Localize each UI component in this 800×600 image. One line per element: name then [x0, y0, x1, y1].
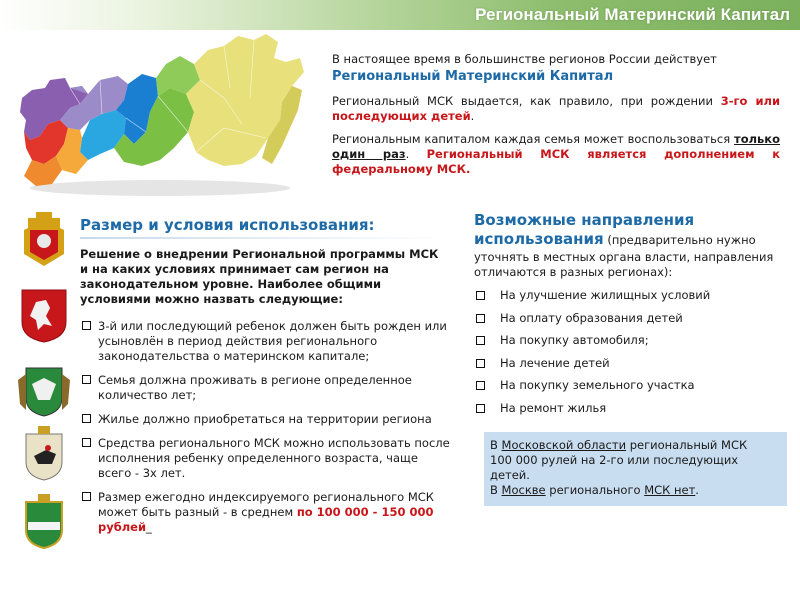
checkbox-icon [82, 438, 91, 447]
directions-heading-line2: использования (предварительно нужно [474, 230, 756, 248]
header-banner [0, 0, 800, 30]
russia-regions-map-icon [10, 28, 310, 200]
checkbox-icon [476, 404, 485, 413]
conditions-section [80, 218, 450, 544]
directions-note: (предварительно нужно [603, 233, 756, 247]
directions-heading: Возможные направления [474, 211, 695, 229]
checkbox-icon [476, 291, 485, 300]
checkbox-icon [476, 381, 485, 390]
checkbox-icon [476, 314, 485, 323]
condition-item: Жилье должно приобретаться на территории региона [80, 412, 450, 427]
infobox-line-oblast: В Московской области региональный МСК [490, 438, 748, 452]
directions-section [474, 211, 790, 423]
conditions-heading: Размер и условия использования: [80, 216, 375, 234]
condition-item: Семья должна проживать в регионе определенное количество лет; [80, 373, 450, 403]
direction-item: На оплату образования детей [474, 311, 790, 334]
intro-block [332, 52, 780, 185]
conditions-intro: Решение о внедрении Региональной программы МСК и на каких условиях принимает сам регион на законодательном уровне. Наиболее общими условиями можно назвать следующие: [80, 247, 439, 306]
direction-item: На покупку автомобиля; [474, 333, 790, 356]
checkbox-icon [82, 492, 91, 501]
amur-crest-icon [16, 492, 72, 550]
moscow-info-box [484, 432, 787, 506]
direction-item: На покупку земельного участка [474, 378, 790, 401]
moscow-oblast-crest-icon [16, 210, 72, 268]
infobox-line-amount: 100 000 рулей на 2-го или последующих детей. [490, 453, 739, 482]
checkbox-icon [476, 336, 485, 345]
condition-item: Средства регионального МСК можно использовать после исполнения ребенку определенного возраста, чаще всего - 3х лет. [80, 436, 450, 481]
moscow-crest-icon [16, 286, 72, 344]
infobox-line-moscow: В Москве регионального МСК нет. [490, 483, 699, 497]
third-child-highlight: 3-го [720, 94, 748, 108]
heading-divider [80, 237, 450, 239]
amount-range-highlight: по 100 000 - 150 000 рублей [98, 505, 434, 534]
directions-note-continued: уточнять в местных органа власти, направления отличаются в разных регионах): [474, 250, 774, 279]
intro-title: Региональный Материнский Капитал [332, 69, 614, 84]
checkbox-icon [82, 414, 91, 423]
tomsk-crest-icon [16, 360, 72, 418]
checkbox-icon [476, 359, 485, 368]
intro-line: В настоящее время в большинстве регионов России действует [332, 52, 717, 66]
moscow-link[interactable]: Москве [501, 483, 546, 497]
only-once-emphasis: только один раз [332, 132, 780, 161]
subsequent-children-highlight: или последующих детей [332, 94, 780, 123]
condition-item: 3-й или последующий ребенок должен быть рожден или усыновлён в период действия регионального законодательства о материнском капитале; [80, 319, 450, 364]
intro-paragraph-once: Региональным капиталом каждая семья может воспользоваться только один раз. Региональный МСК является дополнением к федеральному МСК. [332, 132, 781, 176]
checkbox-icon [82, 321, 91, 330]
page-title: Региональный Материнский Капитал [475, 5, 790, 24]
supplement-note: Региональный МСК является дополнением к федеральному МСК. [332, 147, 781, 176]
direction-item: На улучшение жилищных условий [474, 288, 790, 311]
msk-absent-link[interactable]: МСК нет [644, 483, 696, 497]
moscow-oblast-link[interactable]: Московской области [501, 438, 627, 452]
direction-item: На ремонт жилья [474, 401, 790, 424]
regional-coats-of-arms [12, 210, 76, 560]
irkutsk-crest-icon [16, 424, 72, 482]
checkbox-icon [82, 375, 91, 384]
direction-item: На лечение детей [474, 356, 790, 379]
intro-paragraph-birth: Региональный МСК выдается, как правило, при рождении 3-го или последующих детей. [332, 94, 780, 123]
condition-item-amount: Размер ежегодно индексируемого регионального МСК может быть разный - в среднем по 100 000 - 150 000 рублей_ [80, 490, 450, 535]
